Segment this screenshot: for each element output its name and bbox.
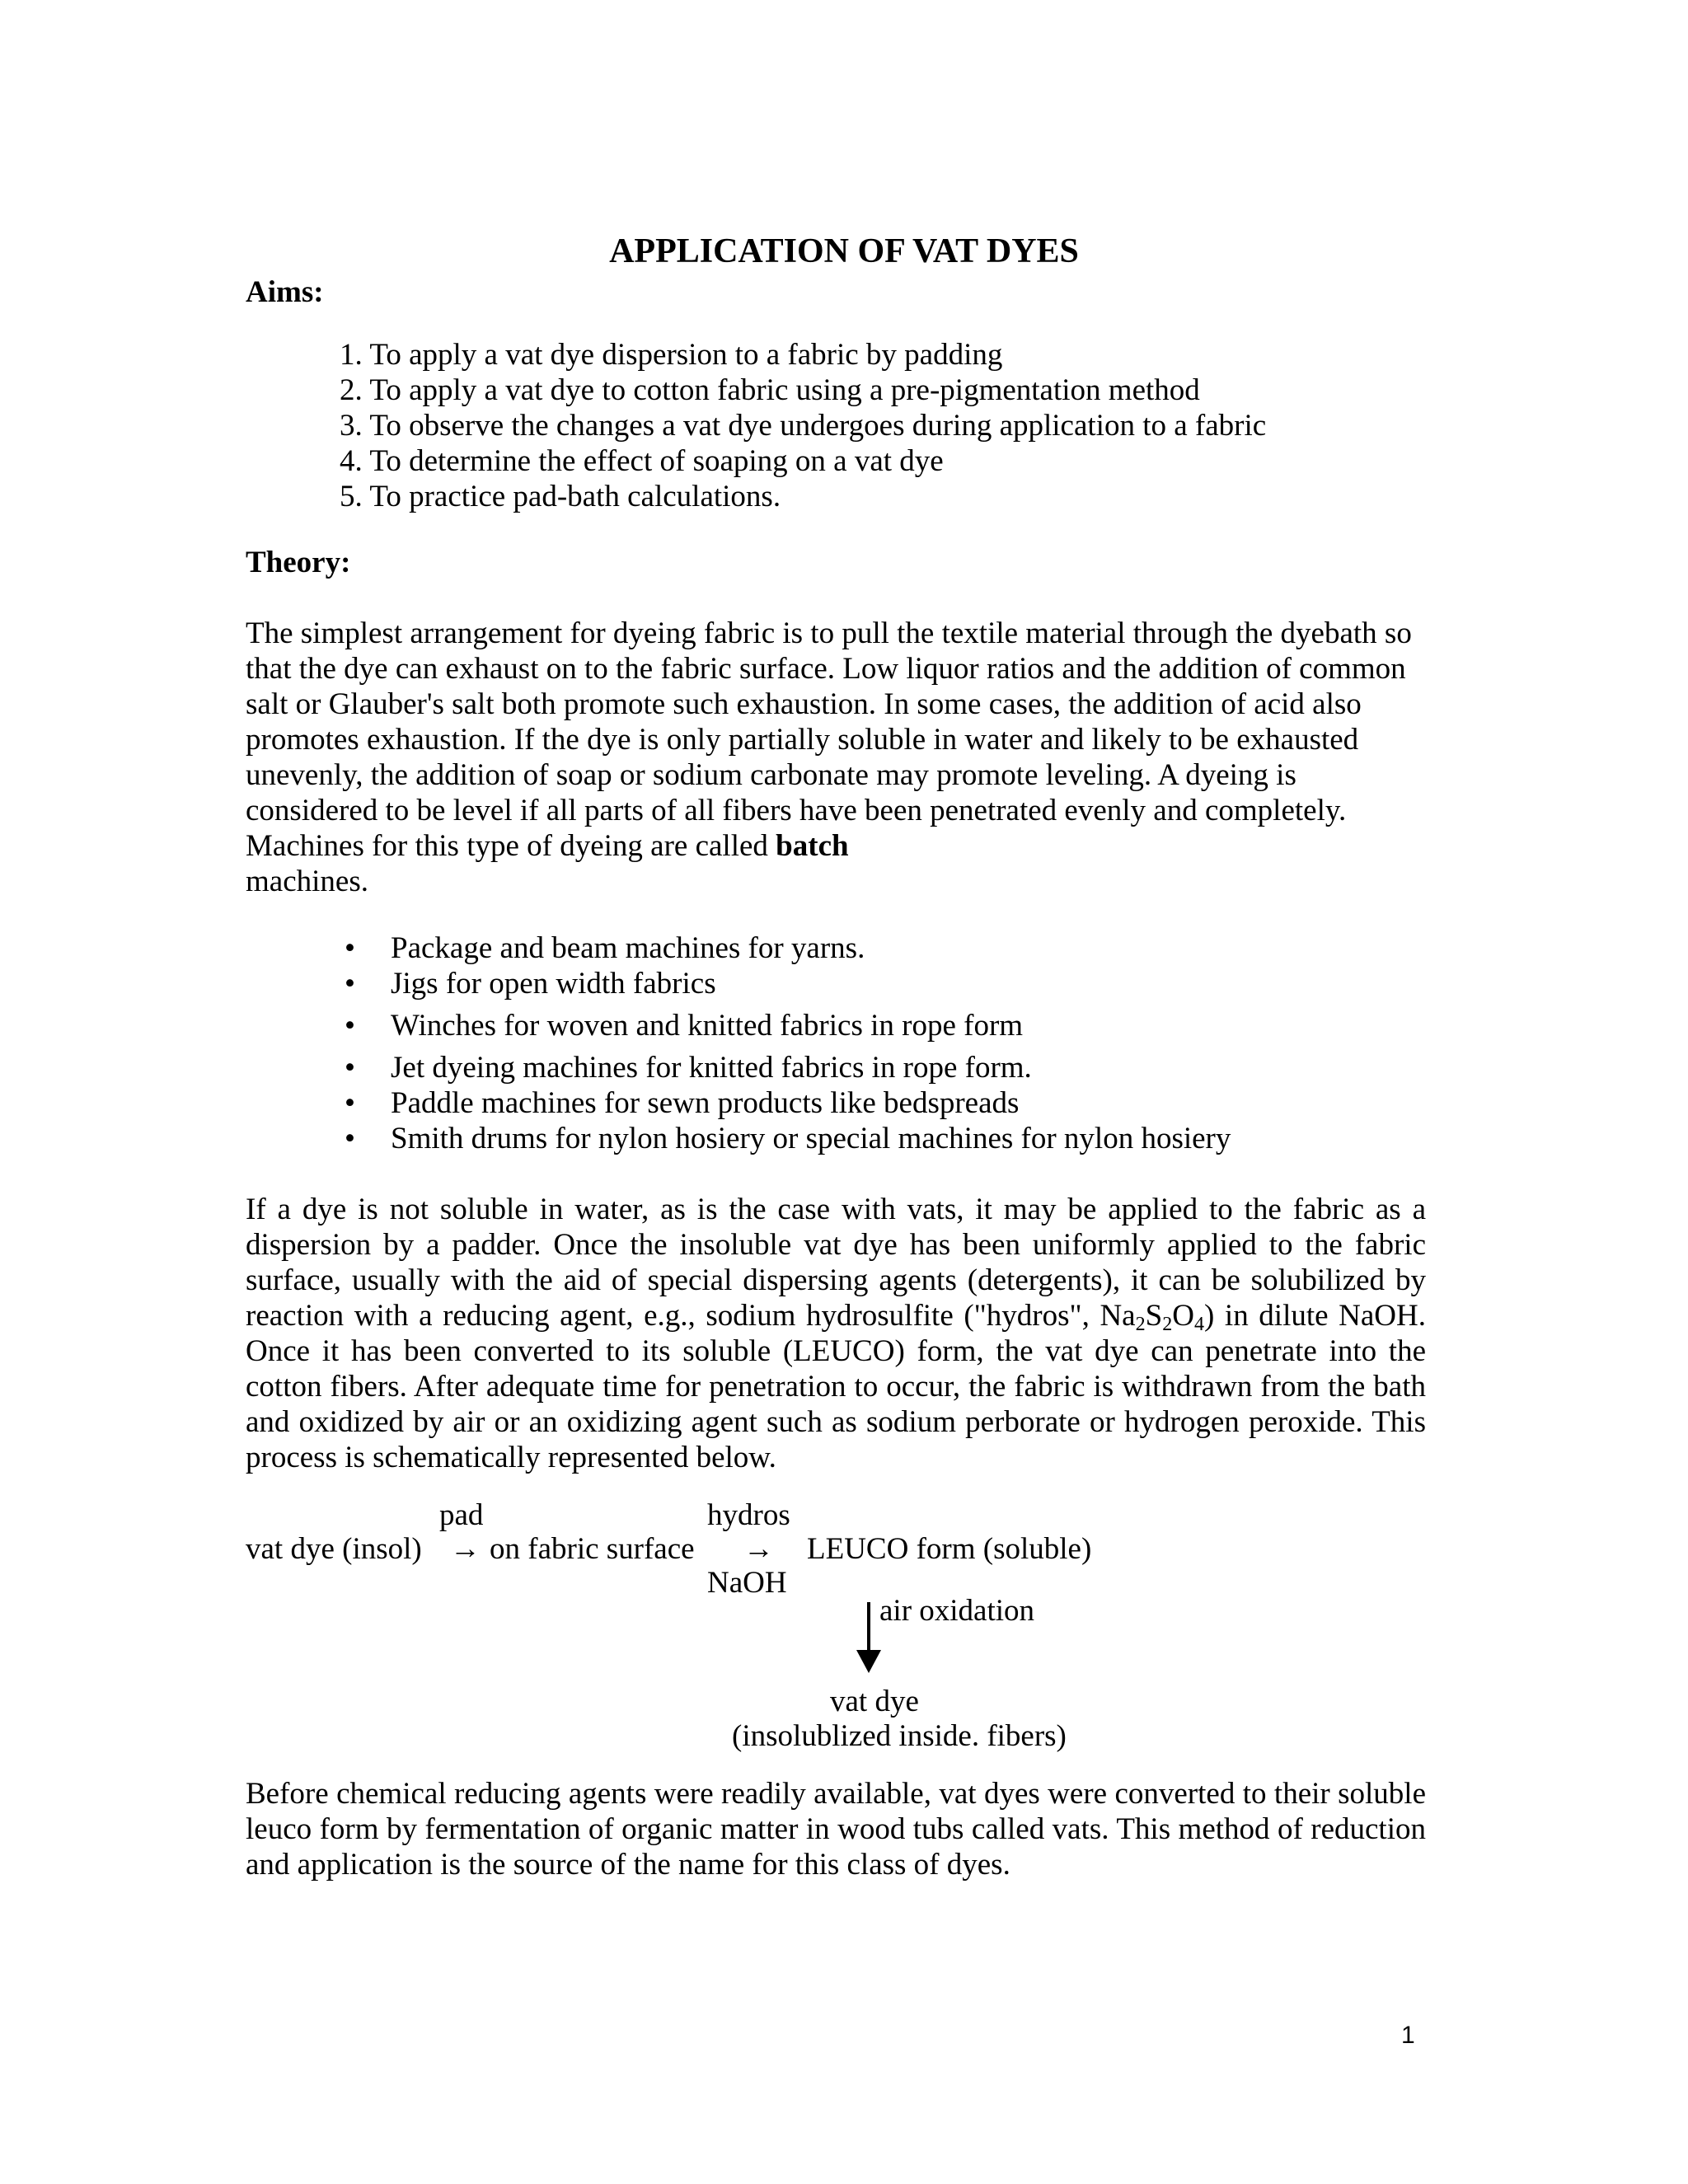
theory-heading: Theory:	[246, 546, 351, 579]
list-item-text: Package and beam machines for yarns.	[391, 931, 865, 965]
theory-paragraph-3: Before chemical reducing agents were readily available, vat dyes were converted to their soluble leuco form by fermentation of organic matter in wood tubs called vats. This method of reduction and application is the source of the name for this class of dyes.	[246, 1777, 1426, 1882]
list-item	[345, 1008, 1231, 1043]
down-arrow-icon	[867, 1602, 870, 1652]
bullet-icon: •	[345, 1086, 355, 1120]
list-item	[345, 1121, 1231, 1156]
right-arrow-icon: →	[450, 1532, 481, 1566]
bullet-icon: •	[345, 967, 355, 1001]
theory-paragraph-1	[246, 616, 1426, 899]
chemical-formula: $Na_2S_2O_4$	[1100, 1299, 1205, 1335]
list-item-text: Paddle machines for sewn products like bedspreads	[391, 1086, 1020, 1120]
document-title: APPLICATION OF VAT DYES	[609, 232, 1079, 270]
theory-paragraph-2	[246, 1192, 1426, 1475]
aims-item: 4. To determine the effect of soaping on a vat dye	[340, 444, 944, 478]
right-arrow-icon: →	[743, 1532, 774, 1566]
oxidation-label: air oxidation	[879, 1594, 1035, 1628]
scheme-end-note: (insolublized inside. fibers)	[732, 1719, 1067, 1753]
bold-term: batch	[776, 829, 849, 863]
bullet-icon: •	[345, 1051, 355, 1085]
aims-item: 5. To practice pad-bath calculations.	[340, 480, 781, 513]
bullet-icon: •	[345, 1009, 355, 1043]
paragraph-text: If a dye is not soluble in water, as is the case with vats, it may be applied to the fabric as a dispersion by a padder. Once the insoluble vat dye has been uniformly applied to the fabric surface, usually with the aid of special dispersing agents (detergents), it can be solubilized by reaction with a reducing agent, e.g., sodium hydrosulfite ("hydros",	[246, 1193, 1426, 1333]
scheme-start: vat dye (insol)	[246, 1532, 422, 1566]
machine-list	[345, 930, 1231, 1156]
hydros-label: hydros	[707, 1498, 790, 1532]
list-item	[345, 1085, 1231, 1121]
paragraph-text: The simplest arrangement for dyeing fabric is to pull the textile material through the dyebath so that the dye can exhaust on to the fabric surface. Low liquor ratios and the addition of common salt or Glauber's salt both promote such exhaustion. In some cases, the addition of acid also promotes exhaustion. If the dye is only partially soluble in water and likely to be exhausted unevenly, the addition of soap or sodium carbonate may promote leveling. A dyeing is considered to be level if all parts of all fibers have been penetrated evenly and completely. Machines for this type of dyeing are called	[246, 616, 1412, 863]
list-item-text: Winches for woven and knitted fabrics in rope form	[391, 1009, 1024, 1043]
down-arrow-head-icon	[856, 1650, 881, 1673]
paragraph-text: machines.	[246, 865, 368, 898]
list-item	[345, 966, 1231, 1001]
paragraph-text: ) in dilute NaOH. Once it has been converted to its soluble (LEUCO) form, the vat dye can penetrate into the cotton fibers. After adequate time for penetration to occur, the fabric is withdrawn from the bath and oxidized by air or an oxidizing agent such as sodium perborate or hydrogen peroxide. This process is schematically represented below.	[246, 1299, 1426, 1474]
aims-item: 1. To apply a vat dye dispersion to a fabric by padding	[340, 338, 1003, 372]
scheme-step-1: on fabric surface	[490, 1532, 695, 1566]
aims-item: 3. To observe the changes a vat dye undergoes during application to a fabric	[340, 409, 1267, 443]
scheme-step-2: LEUCO form (soluble)	[807, 1532, 1092, 1566]
pad-label: pad	[439, 1498, 484, 1532]
bullet-icon: •	[345, 1122, 355, 1155]
list-item-text: Jigs for open width fabrics	[391, 967, 716, 1001]
list-item-text: Jet dyeing machines for knitted fabrics in rope form.	[391, 1051, 1032, 1085]
list-item	[345, 1050, 1231, 1085]
naoh-label: NaOH	[707, 1566, 787, 1600]
bullet-icon: •	[345, 931, 355, 965]
aims-list	[340, 337, 1266, 514]
aims-item: 2. To apply a vat dye to cotton fabric using a pre-pigmentation method	[340, 373, 1200, 407]
aims-heading: Aims:	[246, 275, 324, 309]
page-number: 1	[1401, 2022, 1415, 2049]
list-item	[345, 930, 1231, 966]
scheme-end: vat dye	[830, 1685, 919, 1718]
list-item-text: Smith drums for nylon hosiery or special machines for nylon hosiery	[391, 1122, 1231, 1155]
